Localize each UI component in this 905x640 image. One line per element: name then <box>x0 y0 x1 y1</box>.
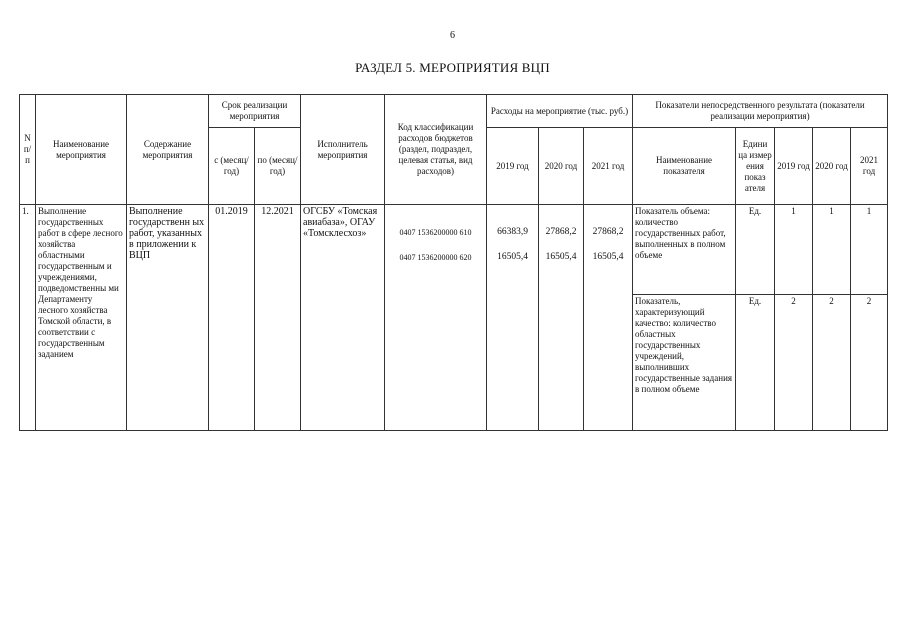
indicator-unit: Ед. <box>736 295 775 431</box>
expense-value: 27868,2 <box>592 227 624 237</box>
indicator-unit: Ед. <box>736 205 775 295</box>
indicator-2020: 2 <box>813 295 851 431</box>
indicator-2020: 1 <box>813 205 851 295</box>
col-expenses-header: Расходы на мероприятие (тыс. руб.) <box>487 95 633 128</box>
row-exp-2020 <box>539 205 584 431</box>
activities-table <box>19 94 888 431</box>
expense-value: 16505,4 <box>497 252 528 262</box>
indicator-name: Показатель объема: количество государственных работ, выполненных в полном объеме <box>633 205 736 295</box>
expense-value: 16505,4 <box>592 252 624 262</box>
col-period-from-header: с (месяц/ год) <box>209 128 255 205</box>
indicator-name: Показатель, характеризующий качество: количество областных государственных учреждений, выполнивших государственные задания в полном объеме <box>633 295 736 431</box>
col-exp-2020-header: 2020 год <box>539 128 584 205</box>
col-ind-2021-header: 2021 год <box>851 128 888 205</box>
row-exp-2019 <box>487 205 539 431</box>
indicator-2021: 1 <box>851 205 888 295</box>
row-codes <box>385 205 487 431</box>
row-to: 12.2021 <box>255 205 301 431</box>
col-num-header: N п/ п <box>20 95 36 205</box>
col-exp-2021-header: 2021 год <box>584 128 633 205</box>
col-period-to-header: по (месяц/ год) <box>255 128 301 205</box>
code-line: 0407 1536200000 620 <box>399 253 472 262</box>
row-name: Выполнение государственных работ в сфере лесного хозяйства областными государственным и учреждениями, подведомственны ми Департаменту лесного хозяйства Томской области, в соответствии с государственным заданием <box>36 205 127 431</box>
col-ind-name-header: Наименование показателя <box>633 128 736 205</box>
row-content: Выполнение государственн ых работ, указанных в приложении к ВЦП <box>127 205 209 431</box>
indicator-2021: 2 <box>851 295 888 431</box>
col-content-header: Содержание мероприятия <box>127 95 209 205</box>
expense-value: 16505,4 <box>545 252 577 262</box>
indicator-2019: 2 <box>775 295 813 431</box>
table-row <box>20 205 888 295</box>
col-executor-header: Исполнитель мероприятия <box>301 95 385 205</box>
row-exp-2021 <box>584 205 633 431</box>
col-code-header: Код классификации расходов бюджетов (раздел, подраздел, целевая статья, вид расходов) <box>385 95 487 205</box>
col-ind-2020-header: 2020 год <box>813 128 851 205</box>
expense-value: 66383,9 <box>497 227 528 237</box>
col-ind-2019-header: 2019 год <box>775 128 813 205</box>
page-number: 6 <box>450 30 455 41</box>
row-executor: ОГСБУ «Томская авиабаза», ОГАУ «Томсклесхоз» <box>301 205 385 431</box>
col-indicators-header: Показатели непосредственного результата (показатели реализации мероприятия) <box>633 95 888 128</box>
row-from: 01.2019 <box>209 205 255 431</box>
indicator-2019: 1 <box>775 205 813 295</box>
col-exp-2019-header: 2019 год <box>487 128 539 205</box>
col-name-header: Наименование мероприятия <box>36 95 127 205</box>
row-num: 1. <box>20 205 36 431</box>
code-line: 0407 1536200000 610 <box>399 228 472 237</box>
col-period-header: Срок реализации мероприятия <box>209 95 301 128</box>
expense-value: 27868,2 <box>545 227 577 237</box>
col-ind-unit-header: Едини ца измер ения показ ателя <box>736 128 775 205</box>
section-title: РАЗДЕЛ 5. МЕРОПРИЯТИЯ ВЦП <box>355 60 550 75</box>
